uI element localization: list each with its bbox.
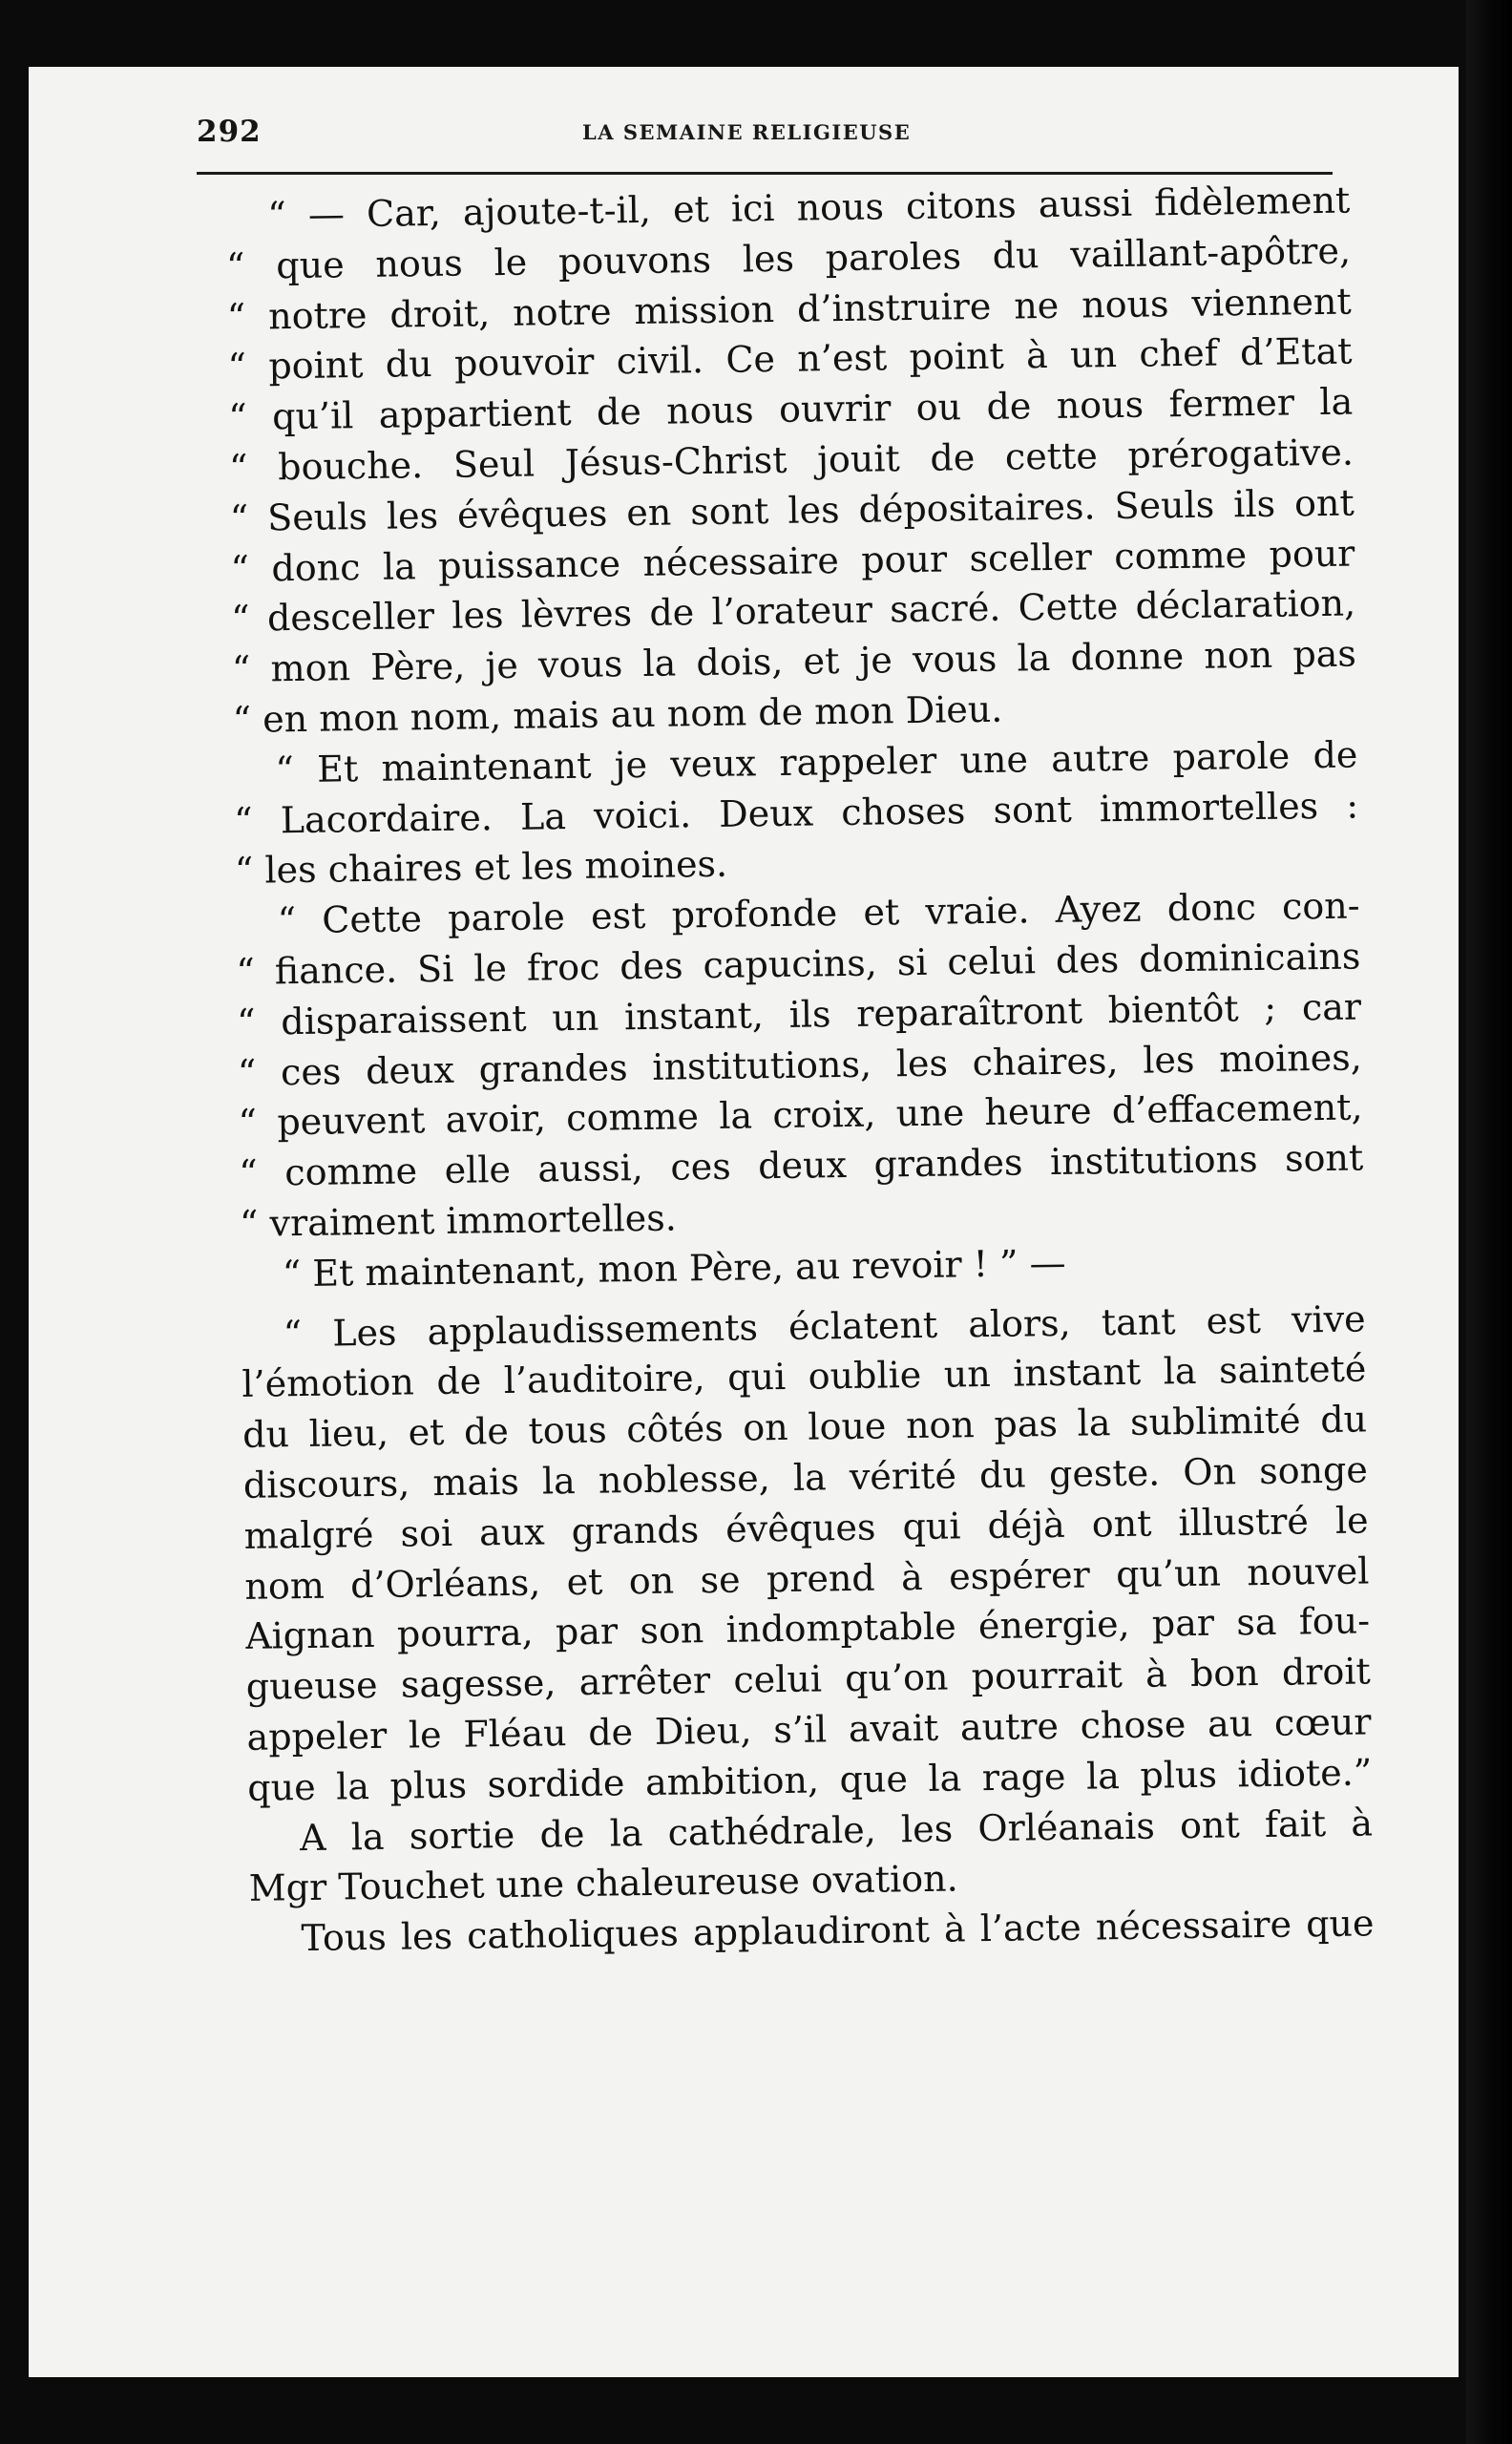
text-line: Aignan pourra, par son indomptable énergie, par sa fou- — [244, 1599, 1371, 1658]
running-title: LA SEMAINE RELIGIEUSE — [582, 120, 912, 144]
text-line: Tous les catholiques applaudiront à l’acte nécessaire que — [301, 1902, 1375, 1960]
text-line: malgré soi aux grands évêques qui déjà ont illustré le — [243, 1499, 1369, 1557]
text-line: “ fiance. Si le froc des capucins, si celui des dominicains — [236, 935, 1361, 993]
header-rule — [197, 172, 1333, 175]
text-line: discours, mais la noblesse, la vérité du geste. On songe — [242, 1448, 1369, 1506]
text-line: “ Et maintenant je veux rappeler une autre parole de — [275, 733, 1358, 791]
page-header — [197, 115, 1333, 172]
page-number: 292 — [197, 115, 262, 149]
text-line: “ qu’il appartient de nous ouvrir ou de nous fermer la — [228, 380, 1354, 439]
scan-border — [1466, 0, 1512, 2444]
text-line: “ — Car, ajoute-t-il, et ici nous citons aussi fidèlement — [267, 179, 1351, 237]
text-line: nom d’Orléans, et on se prend à espérer qu’un nouvel — [244, 1549, 1370, 1608]
text-line: “ peuvent avoir, comme la croix, une heure d’effacement, — [238, 1085, 1363, 1145]
text-line: “ desceller les lèvres de l’orateur sacré. Cette déclaration, — [230, 581, 1356, 641]
text-line: que la plus sordide ambition, que la rage la plus idiote.” — [247, 1751, 1373, 1809]
text-line: “ bouche. Seul Jésus-Christ jouit de cette prérogative. — [228, 431, 1354, 489]
text-line: gueuse sagesse, arrêter celui qu’on pourrait à bon droit — [245, 1650, 1372, 1708]
text-line: l’émotion de l’auditoire, qui oublie un instant la sainteté — [242, 1347, 1367, 1406]
text-line: “ en mon nom, mais au nom de mon Dieu. — [232, 687, 1003, 741]
text-line: “ Seuls les évêques en sont les dépositaires. Seuls ils ont — [229, 481, 1354, 539]
text-line: “ vraiment immortelles. — [239, 1196, 678, 1245]
text-line: “ notre droit, notre mission d’instruire ne nous viennent — [226, 280, 1353, 338]
text-line: “ les chaires et les moines. — [234, 843, 728, 893]
text-line: “ ces deux grandes institutions, les chaires, les moines, — [237, 1036, 1363, 1094]
text-line: “ Cette parole est profonde et vraie. Ayez donc con- — [277, 884, 1360, 942]
text-line: “ donc la puissance nécessaire pour sceller comme pour — [230, 532, 1355, 590]
text-line: “ Les applaudissements éclatent alors, tant est vive — [283, 1296, 1366, 1355]
text-line: “ mon Père, je vous la dois, et je vous la donne non pas — [231, 632, 1357, 691]
text-line: “ Et maintenant, mon Père, au revoir ! ” — — [282, 1241, 1066, 1296]
text-line: du lieu, et de tous côtés on loue non pas la sublimité du — [242, 1398, 1368, 1456]
text-line: “ Lacordaire. La voici. Deux choses sont immortelles : — [233, 784, 1359, 842]
text-line: appeler le Fléau de Dieu, s’il avait autre chose au cœur — [246, 1700, 1372, 1759]
text-line: “ point du pouvoir civil. Ce n’est point à un chef d’Etat — [227, 329, 1353, 389]
text-line: “ disparaissent un instant, ils reparaîtront bientôt ; car — [236, 985, 1362, 1043]
text-line: Mgr Touchet une chaleureuse ovation. — [248, 1857, 958, 1910]
text-line: “ comme elle aussi, ces deux grandes institutions sont — [239, 1136, 1364, 1195]
text-line: A la sortie de la cathédrale, les Orléanais ont fait à — [299, 1801, 1374, 1859]
body-text — [225, 176, 1375, 1965]
text-line: “ que nous le pouvons les paroles du vaillant-apôtre, — [225, 229, 1352, 287]
